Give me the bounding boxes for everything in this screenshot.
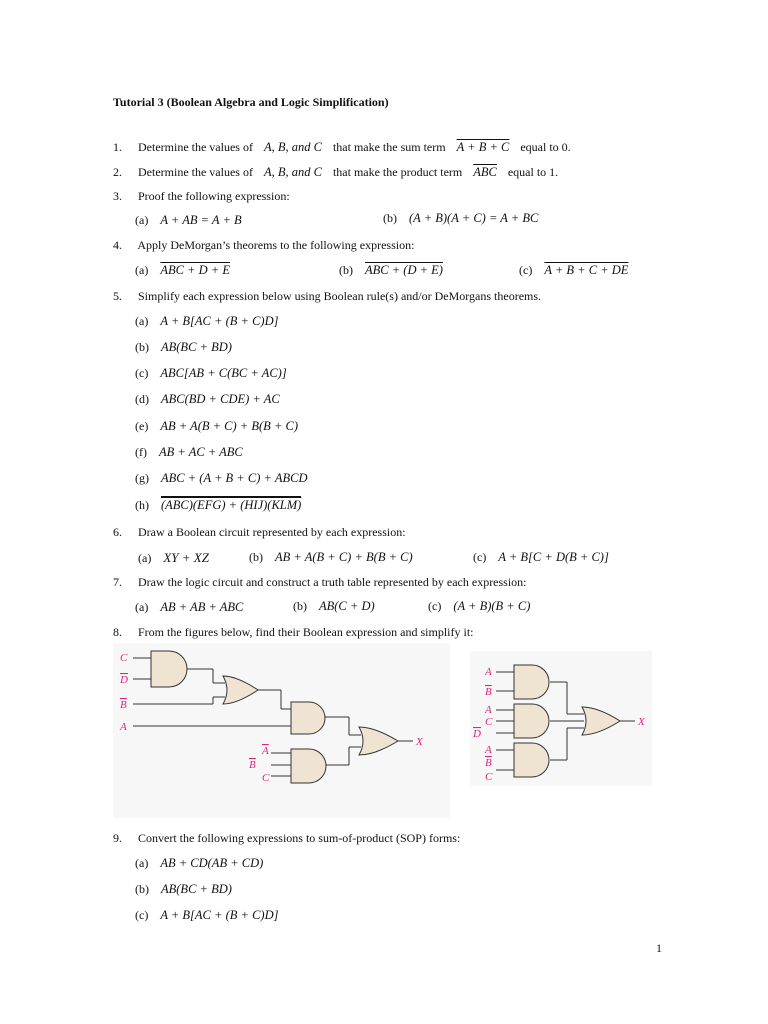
input-label-c: C bbox=[485, 716, 493, 728]
q5-item: (b) AB(BC + BD) bbox=[135, 340, 232, 354]
q3-b: (b) (A + B)(A + C) = A + BC bbox=[383, 211, 539, 225]
and-gate bbox=[291, 702, 325, 734]
q4-a: (a) ABC + D + E bbox=[135, 263, 230, 277]
q7-a: (a) AB + AB + ABC bbox=[135, 600, 244, 614]
input-label-c: C bbox=[120, 652, 128, 664]
question-6: 6. Draw a Boolean circuit represented by each expression: bbox=[113, 525, 406, 539]
q4-c: (c) A + B + C + DE bbox=[519, 263, 629, 277]
input-label-b: B bbox=[120, 699, 127, 711]
and-gate bbox=[291, 749, 326, 783]
and-gate bbox=[151, 651, 187, 687]
q5-item: (e) AB + A(B + C) + B(B + C) bbox=[135, 419, 298, 433]
q6-a: (a) XY + XZ bbox=[138, 550, 209, 565]
q7-b: (b) AB(C + D) bbox=[293, 599, 375, 613]
q1-vars: A, B, and C bbox=[263, 140, 322, 154]
q5-item: (d) ABC(BD + CDE) + AC bbox=[135, 392, 280, 406]
q6-c: (c) A + B[C + D(B + C)] bbox=[473, 550, 609, 564]
q1-expr: A + B + C bbox=[456, 140, 510, 154]
question-3: 3. Proof the following expression: bbox=[113, 189, 290, 203]
page-title: Tutorial 3 (Boolean Algebra and Logic Simplification) bbox=[113, 95, 389, 109]
q9-item: (c) A + B[AC + (B + C)D] bbox=[135, 908, 279, 922]
q4-b: (b) ABC + (D + E) bbox=[339, 263, 443, 277]
page-number: 1 bbox=[656, 941, 662, 955]
input-label-a: A bbox=[485, 704, 492, 716]
question-2: 2. Determine the values of A, B, and C that make the product term $\overline{ABC}$ equal to 1. bbox=[113, 165, 559, 179]
question-7: 7. Draw the logic circuit and construct a truth table represented by each expression: bbox=[113, 575, 527, 589]
question-5: 5. Simplify each expression below using Boolean rule(s) and/or DeMorgans theorems. bbox=[113, 289, 542, 303]
q9-item: (b) AB(BC + BD) bbox=[135, 882, 232, 896]
and-gate bbox=[514, 704, 549, 738]
or-gate bbox=[223, 676, 258, 704]
input-label-b: B bbox=[485, 757, 492, 769]
or-gate bbox=[582, 707, 620, 735]
input-label-c: C bbox=[262, 772, 270, 784]
question-1: 1. Determine the values of A, B, and C that make the sum term A + B + C equal to 0. bbox=[113, 140, 571, 154]
q3-a: (a) A + AB = A + B bbox=[135, 213, 242, 227]
question-8: 8. From the figures below, find their Boolean expression and simplify it: bbox=[113, 625, 474, 639]
q7-c: (c) (A + B)(B + C) bbox=[428, 599, 531, 613]
and-gate bbox=[514, 665, 549, 699]
q5-item: (c) ABC[AB + C(BC + AC)] bbox=[135, 366, 287, 380]
input-label-a: A bbox=[485, 666, 492, 678]
question-4: 4. Apply DeMorgan’s theorems to the following expression: bbox=[113, 238, 415, 252]
or-gate bbox=[359, 727, 398, 755]
input-label-c: C bbox=[485, 771, 493, 783]
input-label-a: A bbox=[120, 721, 127, 733]
circuit-1-gates bbox=[151, 651, 398, 783]
input-label-b: B bbox=[485, 686, 492, 698]
logic-circuit-figure-1 bbox=[113, 643, 450, 818]
q5-item: (f) AB + AC + ABC bbox=[135, 445, 243, 459]
q2-expr: $\overline{ABC}$ bbox=[473, 165, 497, 179]
logic-circuit-figure-2 bbox=[470, 651, 652, 786]
q2-vars: A, B, and C bbox=[263, 165, 322, 179]
question-9: 9. Convert the following expressions to sum-of-product (SOP) forms: bbox=[113, 831, 461, 845]
q5-item: (h) (ABC)(EFG) + (HIJ)(KLM) bbox=[135, 498, 302, 512]
input-label-d: D bbox=[120, 674, 128, 686]
output-label-x: X bbox=[638, 716, 645, 728]
and-gate bbox=[514, 743, 549, 777]
input-label-a: A bbox=[485, 744, 492, 756]
q5-item: (g) ABC + (A + B + C) + ABCD bbox=[135, 471, 308, 485]
input-label-d: D bbox=[473, 728, 481, 740]
q6-b: (b) AB + A(B + C) + B(B + C) bbox=[249, 550, 413, 564]
output-label-x: X bbox=[416, 736, 423, 748]
q5-item: (a) A + B[AC + (B + C)D] bbox=[135, 314, 279, 328]
q9-item: (a) AB + CD(AB + CD) bbox=[135, 856, 264, 870]
input-label-b: B bbox=[249, 759, 256, 771]
input-label-a: A bbox=[262, 745, 269, 757]
